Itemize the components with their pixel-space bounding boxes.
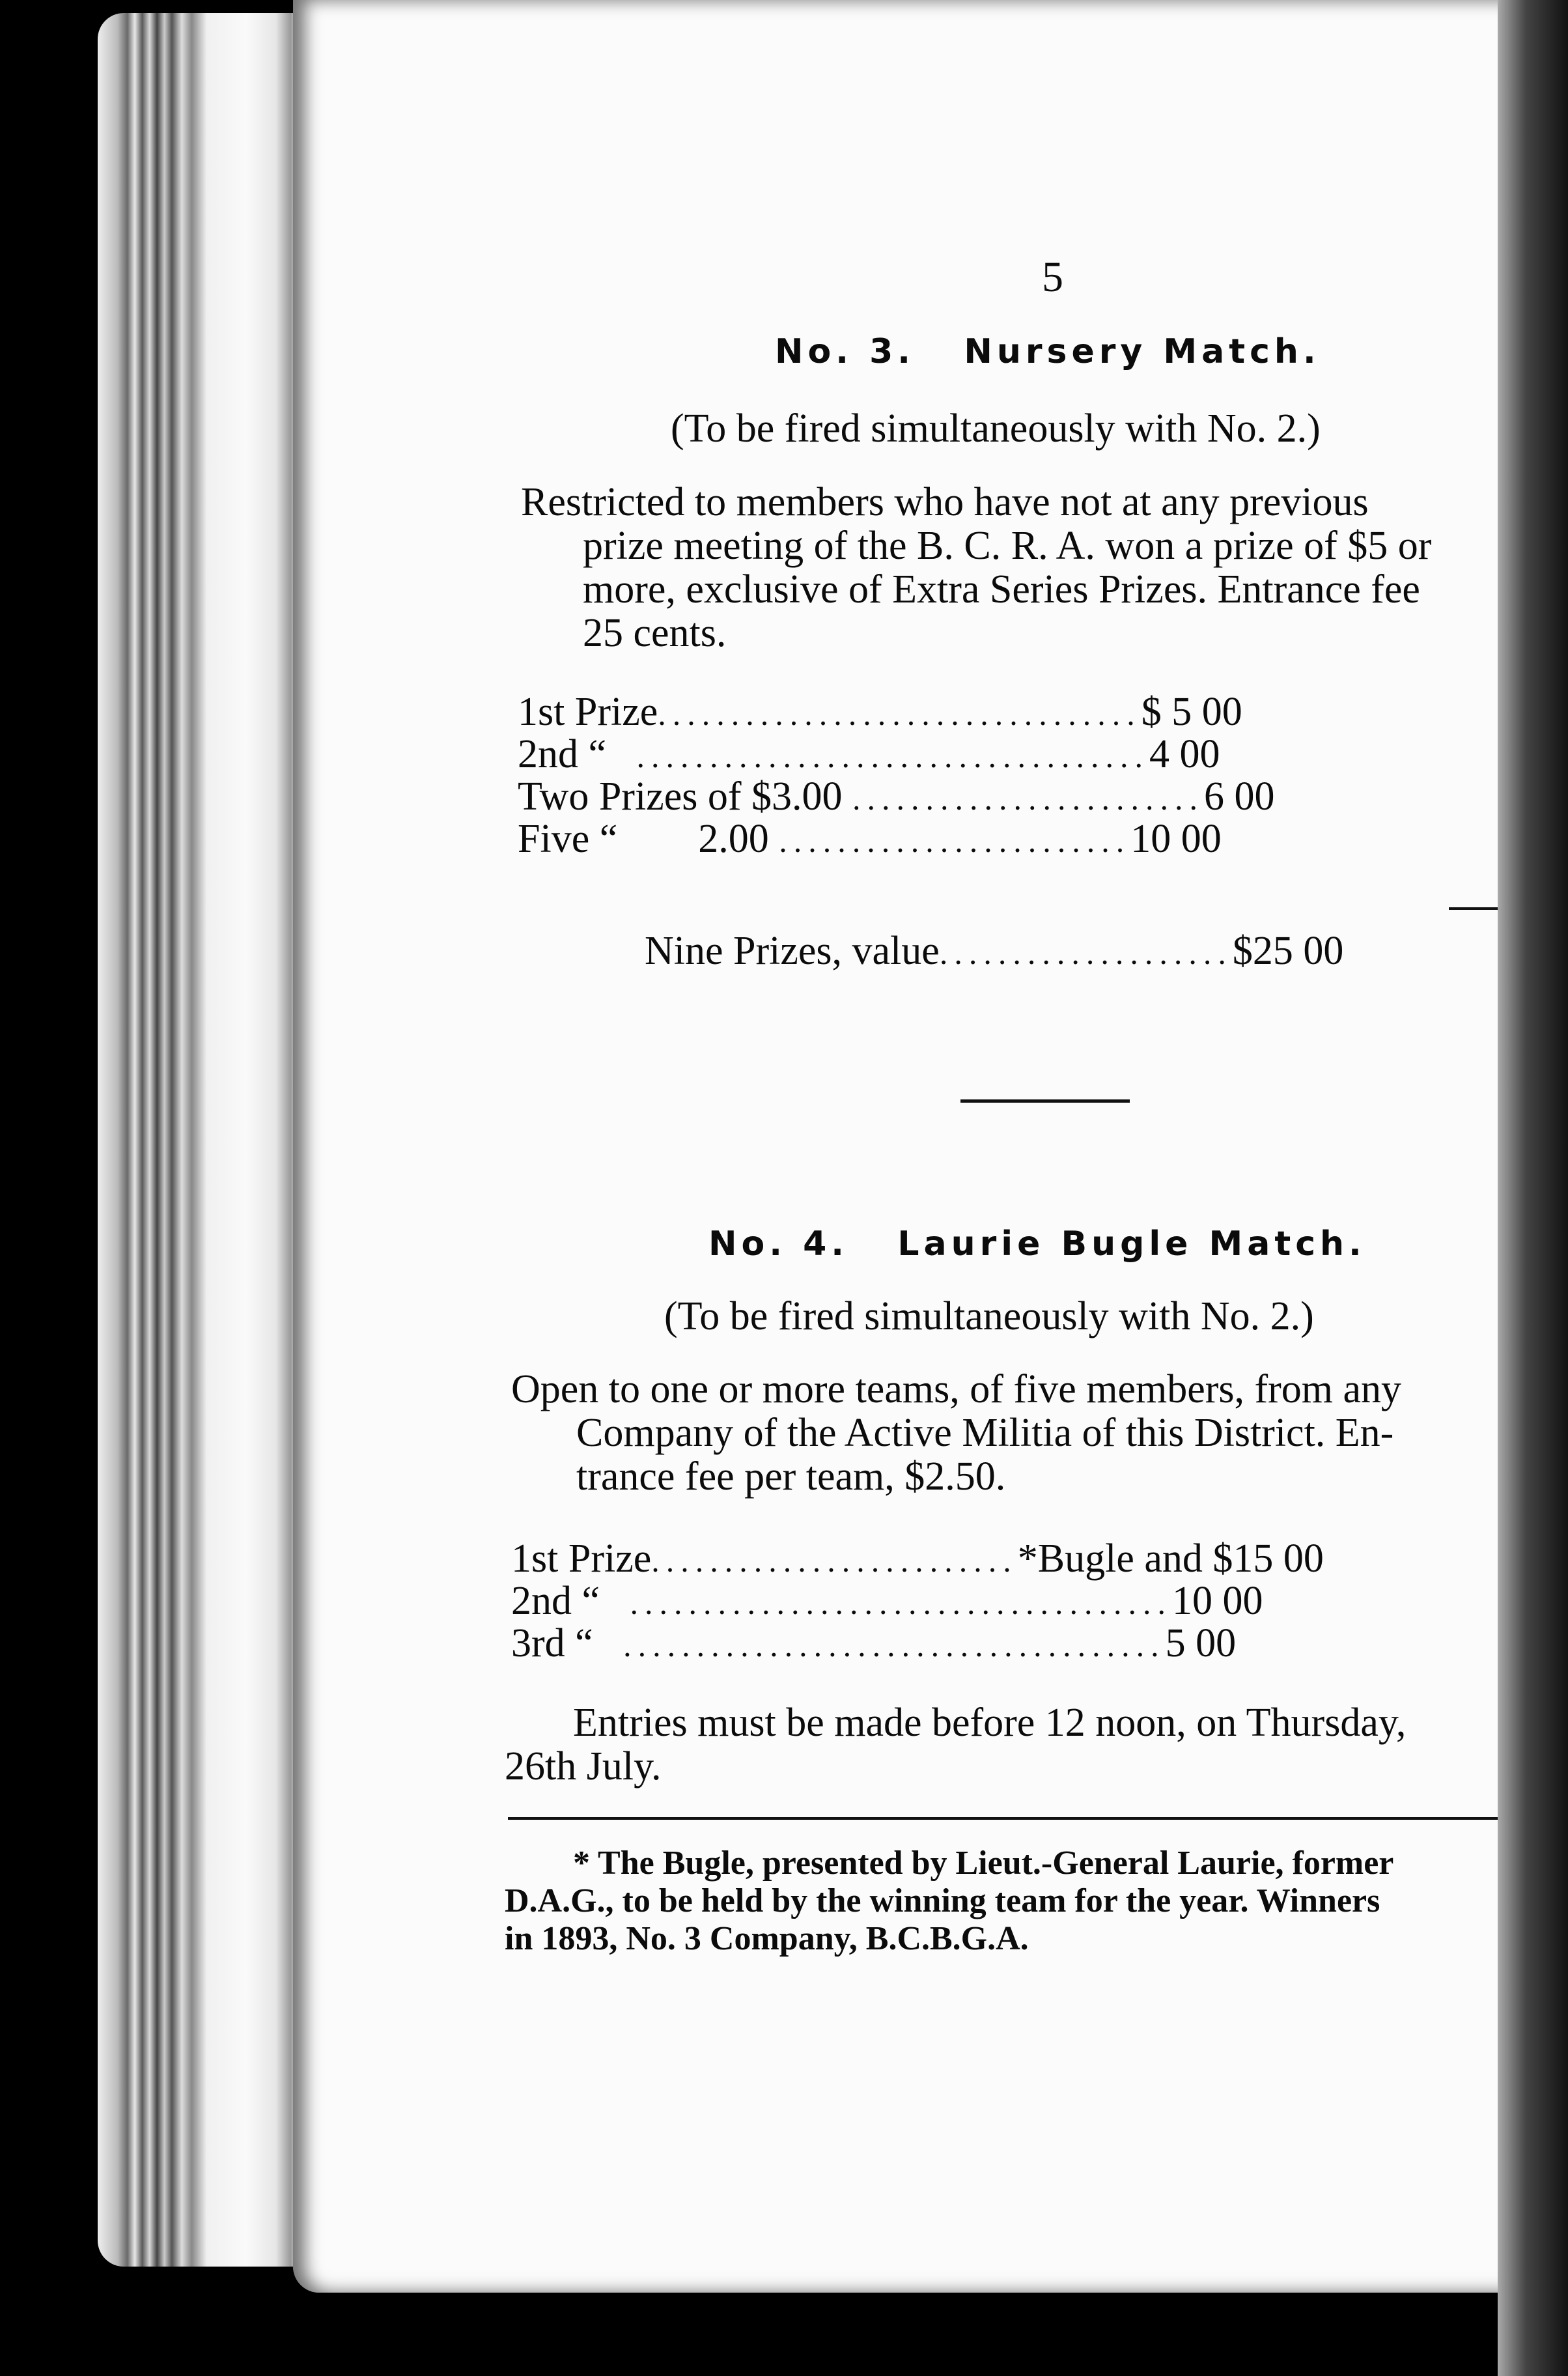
match3-prize-row: 1st Prize.................................$ 5 00	[518, 690, 1242, 734]
match4-prize-row: 1st Prize.........................*Bugle and $15 00	[511, 1536, 1324, 1581]
prize-label: 1st Prize	[511, 1536, 652, 1581]
page-number: 5	[1042, 253, 1063, 301]
match3-subtitle: (To be fired simultaneously with No. 2.)	[671, 406, 1321, 451]
entries-line: 26th July.	[505, 1744, 662, 1789]
prize-amount: 4 00	[1149, 732, 1220, 776]
footnote-line: D.A.G., to be held by the winning team for the year. Winners	[505, 1882, 1380, 1919]
match4-desc-line: Open to one or more teams, of five members, from any	[511, 1367, 1402, 1411]
footnote-rule	[508, 1817, 1520, 1820]
match4-prize-row: 3rd “ .....................................5 00	[511, 1621, 1237, 1665]
prize-label: 2nd “	[511, 1579, 600, 1623]
prize-label: 1st Prize	[518, 690, 658, 734]
match3-desc-line: 25 cents.	[583, 611, 727, 655]
prize-amount: *Bugle and $15 00	[1017, 1536, 1324, 1581]
total-amount: $25 00	[1232, 929, 1344, 973]
prize-amount: 10 00	[1172, 1579, 1263, 1623]
prize-amount: $ 5 00	[1141, 690, 1242, 734]
match3-desc-line: Restricted to members who have not at any previous	[521, 480, 1369, 524]
footnote-line: in 1893, No. 3 Company, B.C.B.G.A.	[505, 1920, 1029, 1957]
prize-label: Five “ 2.00	[518, 817, 769, 861]
entries-line: Entries must be made before 12 noon, on Thursday,	[573, 1701, 1407, 1745]
prize-amount: 5 00	[1165, 1621, 1237, 1665]
match4-subtitle: (To be fired simultaneously with No. 2.)	[664, 1294, 1314, 1338]
gutter-shadow	[1498, 0, 1568, 2376]
match3-number: No. 3.	[775, 332, 916, 371]
match4-title: Laurie Bugle Match.	[897, 1224, 1366, 1264]
prize-amount: 10 00	[1130, 817, 1222, 861]
match4-desc-line: Company of the Active Militia of this District. En-	[576, 1411, 1394, 1455]
prize-amount: 6 00	[1203, 774, 1275, 819]
section-divider	[960, 1099, 1130, 1103]
match4-prize-row: 2nd “ .....................................10 00	[511, 1579, 1263, 1623]
match3-prize-row: 2nd “ ...................................4 00	[518, 732, 1220, 776]
match3-desc-line: prize meeting of the B. C. R. A. won a prize of $5 or	[583, 524, 1432, 568]
match3-prize-row: Two Prizes of $3.00 ........................6 00	[518, 774, 1275, 819]
match4-number: No. 4.	[708, 1224, 849, 1264]
prize-label: Two Prizes of $3.00	[518, 774, 843, 819]
prize-label: 3rd “	[511, 1621, 593, 1665]
match4-desc-line: trance fee per team, $2.50.	[576, 1454, 1006, 1499]
match3-heading	[775, 332, 1321, 371]
match3-total-row: Nine Prizes, value....................$25 00	[645, 929, 1344, 973]
match3-title: Nursery Match.	[964, 332, 1321, 371]
match3-prize-row: Five “ 2.00 ........................10 00	[518, 817, 1222, 861]
match4-heading	[708, 1224, 1366, 1264]
prize-label: 2nd “	[518, 732, 607, 776]
footnote-line: * The Bugle, presented by Lieut.-General Laurie, former	[573, 1845, 1394, 1882]
total-label: Nine Prizes, value	[645, 929, 940, 973]
match3-desc-line: more, exclusive of Extra Series Prizes. Entrance fee	[583, 567, 1420, 612]
